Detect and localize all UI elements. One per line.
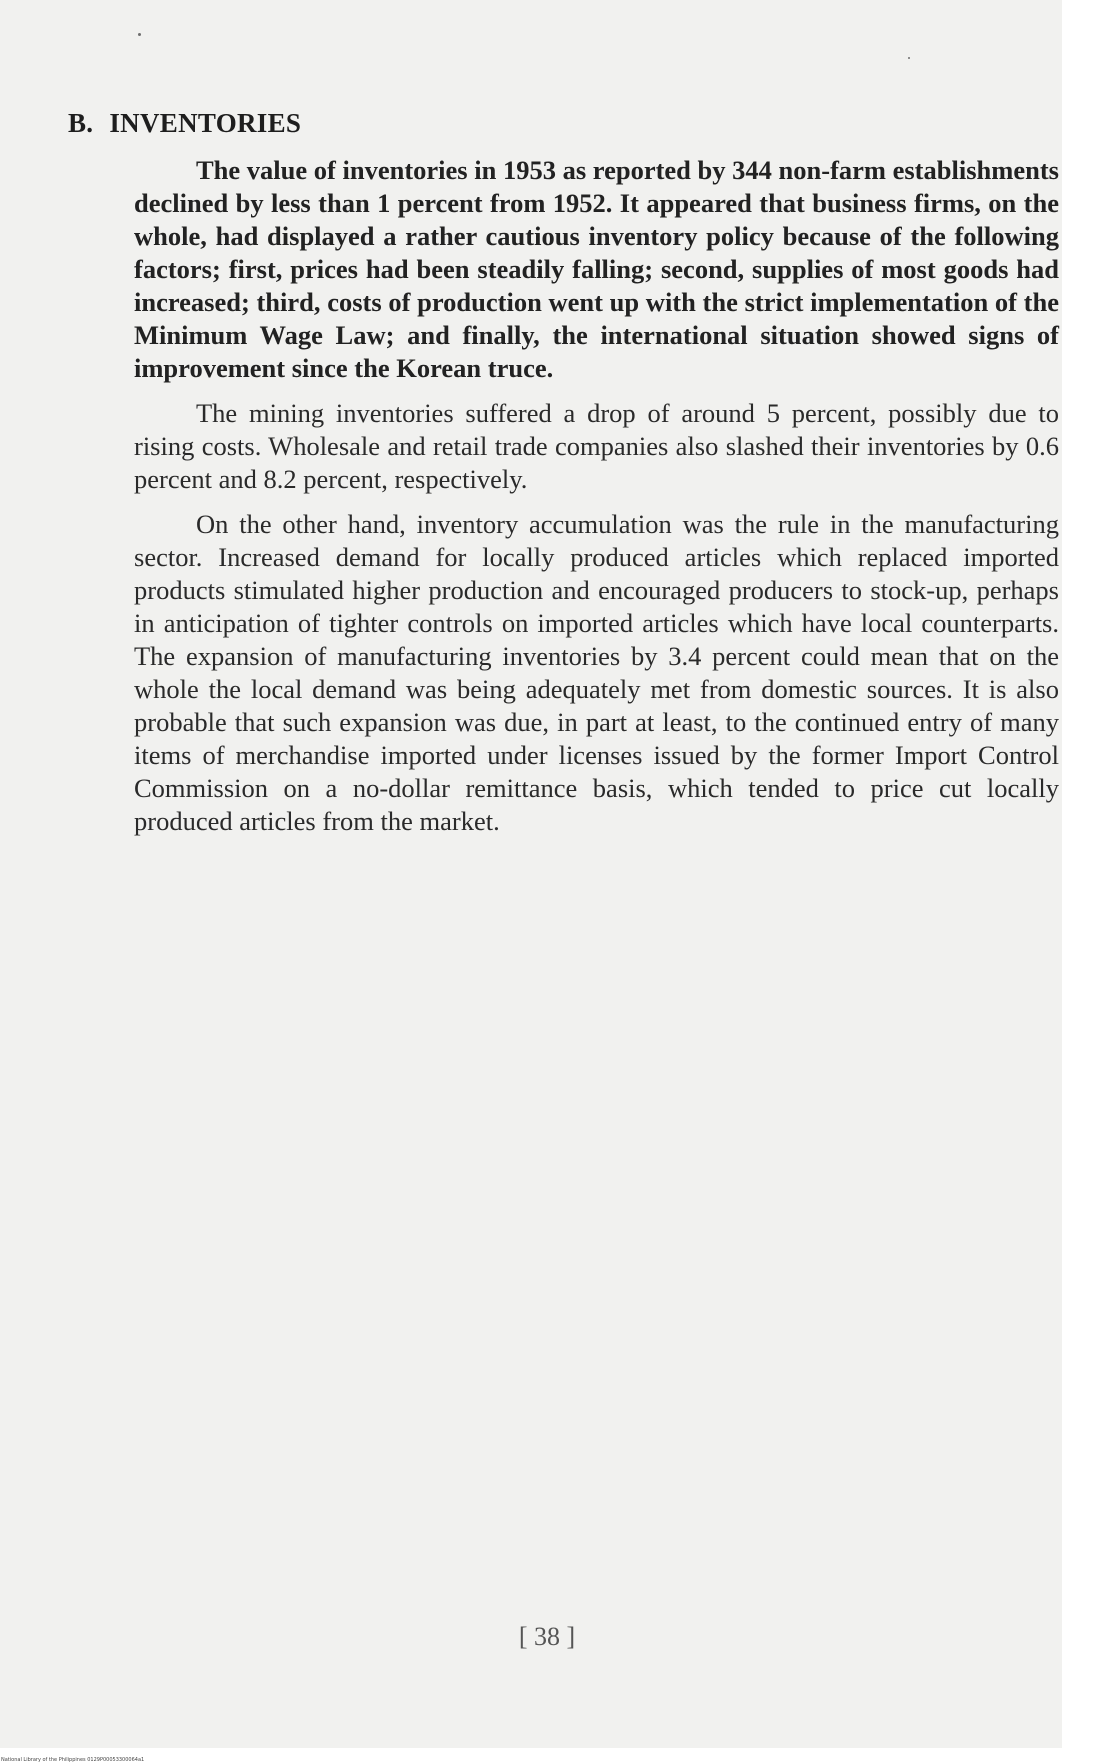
body-text [134, 154, 1059, 850]
scan-speck [908, 57, 910, 59]
scan-speck [138, 33, 141, 36]
section-letter: B. [68, 108, 94, 138]
paragraph-manufacturing-inventories: On the other hand, inventory accumulation was the rule in the manufacturing sector. Increased demand for locally produced articles which replaced imported products stimulated higher production and encouraged producers to stock-up, perhaps in anticipation of tighter controls on imported articles which have local counterparts. The expansion of manufacturing inventories by 3.4 percent could mean that on the whole the local demand was being adequately met from domestic sources. It is also probable that such expansion was due, in part at least, to the continued entry of many items of merchandise imported under licenses issued by the former Import Control Commission on a no-dollar remittance basis, which tended to price cut locally produced articles from the market. [134, 509, 1059, 836]
page-number: [ 38 ] [518, 1622, 576, 1651]
paragraph-inventory-value: The value of inventories in 1953 as reported by 344 non-farm establishments declined by less than 1 percent from 1952. It appeared that business firms, on the whole, had displayed a rather cautious inventory policy because of the following factors; first, prices had been steadily falling; second, supplies of most goods had increased; third, costs of production went up with the strict implementation of the Minimum Wage Law; and finally, the international situation showed signs of improvement since the Korean truce. [134, 155, 1059, 383]
paragraph-mining-inventories: The mining inventories suffered a drop of around 5 percent, possibly due to rising costs. Wholesale and retail trade companies also slashed their inventories by 0.6 percent and 8.2 percent, respectively. [134, 398, 1059, 494]
section-title: INVENTORIES [109, 108, 302, 138]
section-heading [68, 108, 301, 139]
footer-credit: National Library of the Philippines 0129P00053300064a1 [1, 1757, 145, 1763]
